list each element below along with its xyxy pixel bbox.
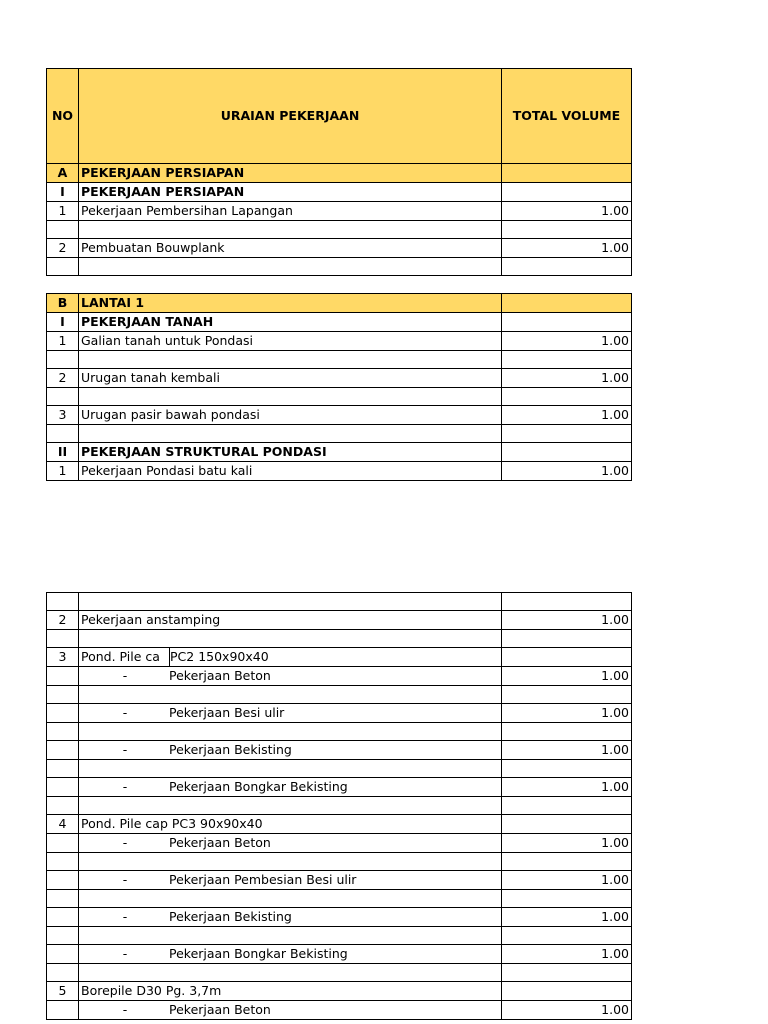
item-no: 3	[47, 406, 79, 425]
empty-cell	[502, 648, 632, 667]
item-volume: 1.00	[502, 667, 632, 686]
subitem-description: - Pekerjaan Beton	[79, 1001, 502, 1020]
empty-cell	[502, 982, 632, 1001]
header-total-volume: TOTAL VOLUME	[502, 69, 632, 164]
dash-marker: -	[122, 705, 128, 720]
item-row	[47, 406, 632, 425]
subitem-row	[47, 908, 632, 927]
item-description: Galian tanah untuk Pondasi	[79, 332, 502, 351]
subitem-row	[47, 871, 632, 890]
subsection-no: II	[47, 443, 79, 462]
item-volume: 1.00	[502, 778, 632, 797]
header-no: NO	[47, 69, 79, 164]
item-row	[47, 369, 632, 388]
item-no: 2	[47, 611, 79, 630]
blank-row	[47, 964, 632, 982]
header-description: URAIAN PEKERJAAN	[79, 69, 502, 164]
blank-row	[47, 630, 632, 648]
item-description: Pond. Pile cap PC3 90x90x40	[79, 815, 502, 834]
subitem-row	[47, 741, 632, 760]
item-no: 5	[47, 982, 79, 1001]
blank-row	[47, 686, 632, 704]
empty-cell	[502, 815, 632, 834]
item-row	[47, 815, 632, 834]
dash-marker: -	[122, 909, 128, 924]
item-spec: PC2 150x90x40	[170, 649, 269, 664]
subsection-title: PEKERJAAN TANAH	[79, 313, 502, 332]
section-row	[47, 164, 632, 183]
blank-row	[47, 890, 632, 908]
header-row	[47, 69, 632, 164]
subitem-row	[47, 704, 632, 723]
section-title: PEKERJAAN PERSIAPAN	[79, 164, 502, 183]
item-no: 2	[47, 239, 79, 258]
item-row	[47, 648, 632, 667]
dash-marker: -	[122, 872, 128, 887]
item-volume: 1.00	[502, 611, 632, 630]
section-no: B	[47, 294, 79, 313]
blank-row	[47, 593, 632, 611]
subitem-row	[47, 778, 632, 797]
spacer-row	[47, 276, 632, 294]
subitem-description: - Pekerjaan Beton	[79, 834, 502, 853]
blank-row	[47, 425, 632, 443]
item-description	[79, 648, 502, 667]
item-description: Pekerjaan Pondasi batu kali	[79, 462, 502, 481]
empty-cell	[502, 294, 632, 313]
subsection-row	[47, 443, 632, 462]
item-description: Urugan tanah kembali	[79, 369, 502, 388]
item-volume: 1.00	[502, 908, 632, 927]
empty-cell	[502, 164, 632, 183]
item-volume: 1.00	[502, 406, 632, 425]
dash-marker: -	[122, 668, 128, 683]
item-volume: 1.00	[502, 741, 632, 760]
item-volume: 1.00	[502, 462, 632, 481]
blank-row	[47, 388, 632, 406]
dash-marker: -	[122, 742, 128, 757]
item-row	[47, 611, 632, 630]
item-description: Pekerjaan Pembersihan Lapangan	[79, 202, 502, 221]
item-no: 1	[47, 202, 79, 221]
subitem-row	[47, 667, 632, 686]
item-volume: 1.00	[502, 834, 632, 853]
subitem-row	[47, 945, 632, 964]
item-description: Pembuatan Bouwplank	[79, 239, 502, 258]
empty-cell	[502, 313, 632, 332]
item-no: 1	[47, 332, 79, 351]
item-row	[47, 202, 632, 221]
section-no: A	[47, 164, 79, 183]
subsection-title: PEKERJAAN STRUKTURAL PONDASI	[79, 443, 502, 462]
dash-marker: -	[122, 946, 128, 961]
subitem-description: - Pekerjaan Beton	[79, 667, 502, 686]
item-no: 3	[47, 648, 79, 667]
blank-row	[47, 927, 632, 945]
blank-row	[47, 853, 632, 871]
item-volume: 1.00	[502, 945, 632, 964]
item-row	[47, 982, 632, 1001]
subitem-description: - Pekerjaan Bekisting	[79, 908, 502, 927]
item-description: Pekerjaan anstamping	[79, 611, 502, 630]
item-no: 1	[47, 462, 79, 481]
item-volume: 1.00	[502, 871, 632, 890]
subsection-no: I	[47, 183, 79, 202]
subitem-description: - Pekerjaan Pembesian Besi ulir	[79, 871, 502, 890]
blank-row	[47, 221, 632, 239]
blank-row	[47, 351, 632, 369]
subitem-description: - Pekerjaan Bongkar Bekisting	[79, 945, 502, 964]
item-no: 2	[47, 369, 79, 388]
blank-row	[47, 760, 632, 778]
item-volume: 1.00	[502, 332, 632, 351]
item-row	[47, 239, 632, 258]
dash-marker: -	[122, 835, 128, 850]
item-label: Pond. Pile ca	[79, 648, 170, 666]
item-volume: 1.00	[502, 704, 632, 723]
subsection-no: I	[47, 313, 79, 332]
subitem-row	[47, 1001, 632, 1020]
item-description: Borepile D30 Pg. 3,7m	[79, 982, 502, 1001]
subsection-title: PEKERJAAN PERSIAPAN	[79, 183, 502, 202]
dash-marker: -	[122, 1002, 128, 1017]
item-volume: 1.00	[502, 369, 632, 388]
item-row	[47, 332, 632, 351]
blank-row	[47, 258, 632, 276]
item-volume: 1.00	[502, 239, 632, 258]
subsection-row	[47, 313, 632, 332]
subitem-row	[47, 834, 632, 853]
empty-cell	[502, 443, 632, 462]
empty-cell	[502, 183, 632, 202]
blank-row	[47, 797, 632, 815]
subitem-description: - Pekerjaan Besi ulir	[79, 704, 502, 723]
subitem-description: - Pekerjaan Bekisting	[79, 741, 502, 760]
boq-table-page-1	[46, 68, 632, 481]
subsection-row	[47, 183, 632, 202]
section-row	[47, 294, 632, 313]
item-description: Urugan pasir bawah pondasi	[79, 406, 502, 425]
item-row	[47, 462, 632, 481]
subitem-description: - Pekerjaan Bongkar Bekisting	[79, 778, 502, 797]
item-volume: 1.00	[502, 202, 632, 221]
boq-table-page-2	[46, 592, 632, 1020]
section-title: LANTAI 1	[79, 294, 502, 313]
blank-row	[47, 723, 632, 741]
item-no: 4	[47, 815, 79, 834]
dash-marker: -	[122, 779, 128, 794]
item-volume: 1.00	[502, 1001, 632, 1020]
